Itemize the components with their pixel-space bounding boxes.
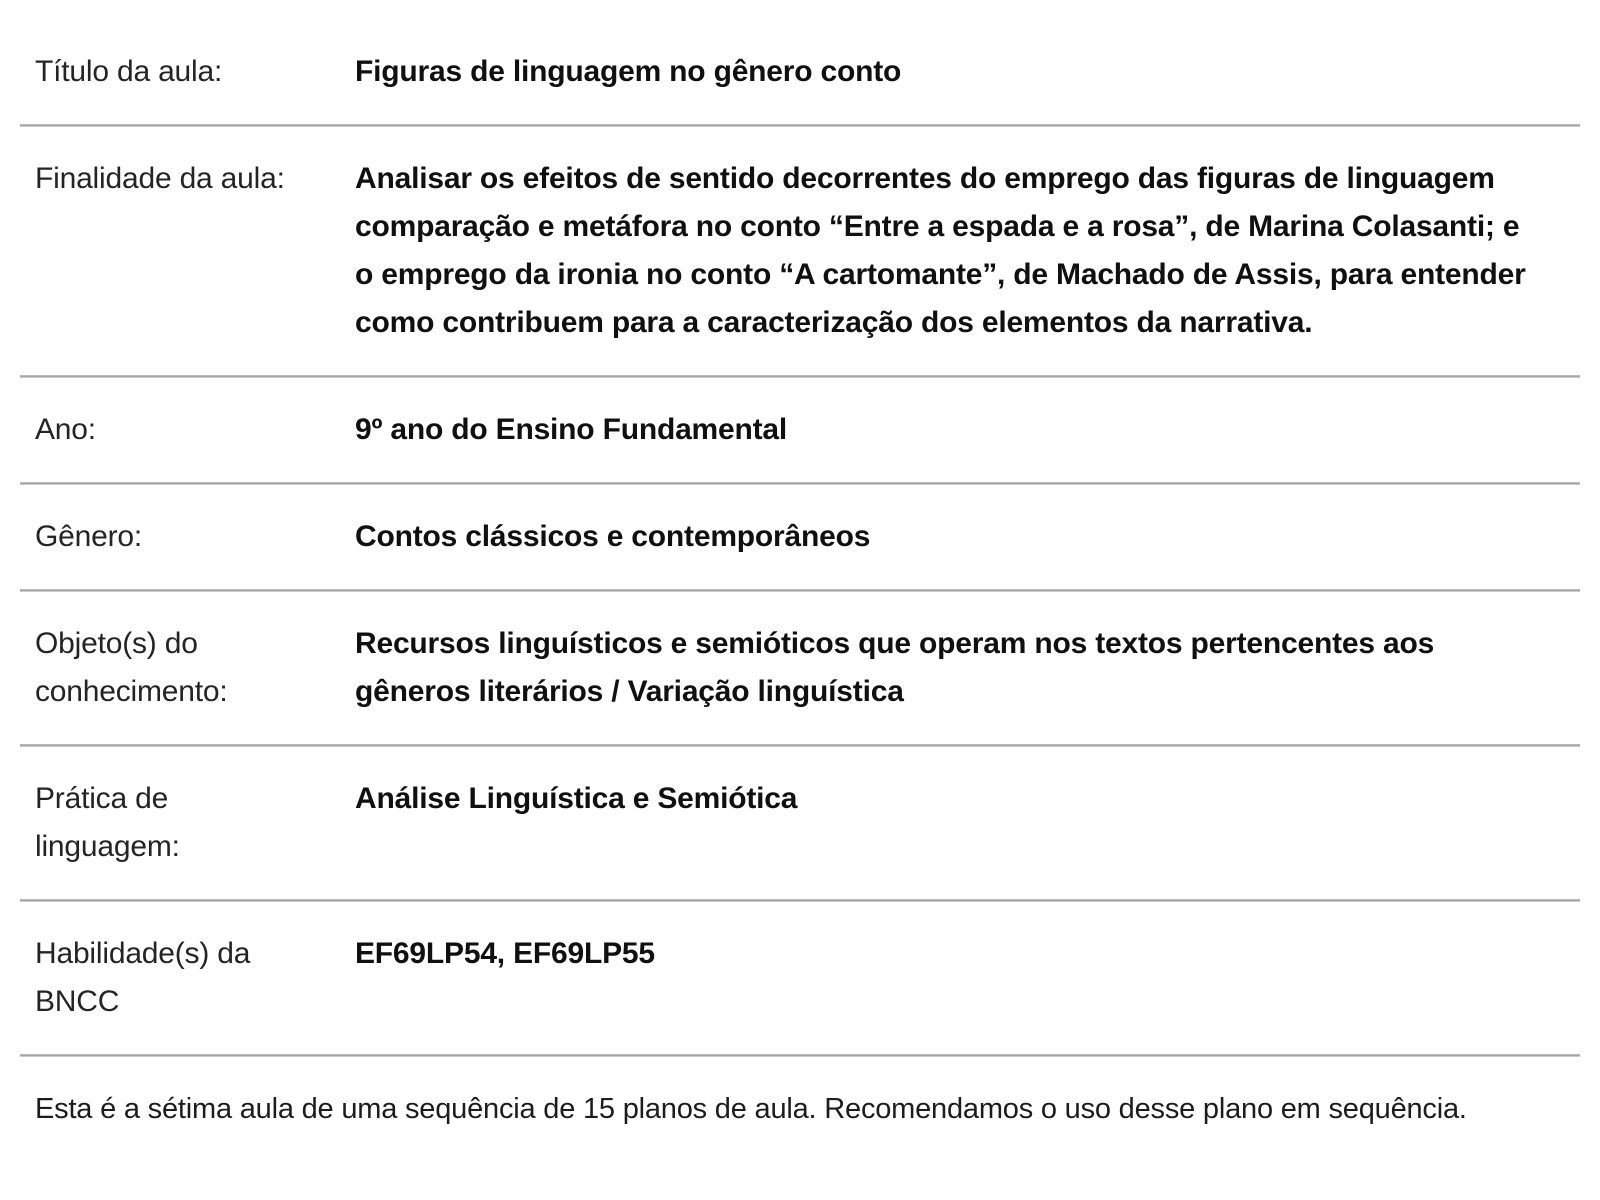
sequence-note: Esta é a sétima aula de uma sequência de 15 planos de aula. Recomendamos o uso desse plano em sequência. (35, 1093, 1467, 1125)
knowledge-object-value: Recursos linguísticos e semióticos que operam nos textos pertencentes aos gêneros literários / Variação linguística (355, 627, 1435, 708)
genre-value: Contos clássicos e contemporâneos (355, 520, 871, 553)
grade-year-label: Ano: (35, 413, 96, 446)
row-language-practice (0, 747, 1600, 899)
lesson-purpose-value: Analisar os efeitos de sentido decorrentes do emprego das figuras de linguagem comparação e metáfora no conto “Entre a espada e a rosa”, de Marina Colasanti; e o emprego da ironia no conto “A cartomante”, de Machado de Assis, para entender como contribuem para a caracterização dos elementos da narrativa. (355, 162, 1526, 339)
bncc-skills-label: Habilidade(s) da BNCC (35, 937, 251, 1018)
language-practice-value: Análise Linguística e Semiótica (355, 782, 798, 815)
bncc-skills-value: EF69LP54, EF69LP55 (355, 937, 655, 970)
lesson-title-value: Figuras de linguagem no gênero conto (355, 55, 902, 88)
row-bncc-skills (0, 902, 1600, 1054)
grade-year-value: 9º ano do Ensino Fundamental (355, 413, 788, 446)
lesson-purpose-label: Finalidade da aula: (35, 162, 285, 195)
genre-label: Gênero: (35, 520, 142, 553)
row-lesson-title (0, 20, 1600, 124)
row-knowledge-object (0, 592, 1600, 744)
row-grade-year (0, 378, 1600, 482)
row-genre (0, 485, 1600, 589)
lesson-title-label: Título da aula: (35, 55, 223, 88)
language-practice-label: Prática de linguagem: (35, 782, 180, 863)
row-lesson-purpose (0, 127, 1600, 375)
knowledge-object-label: Objeto(s) do conhecimento: (35, 627, 228, 708)
